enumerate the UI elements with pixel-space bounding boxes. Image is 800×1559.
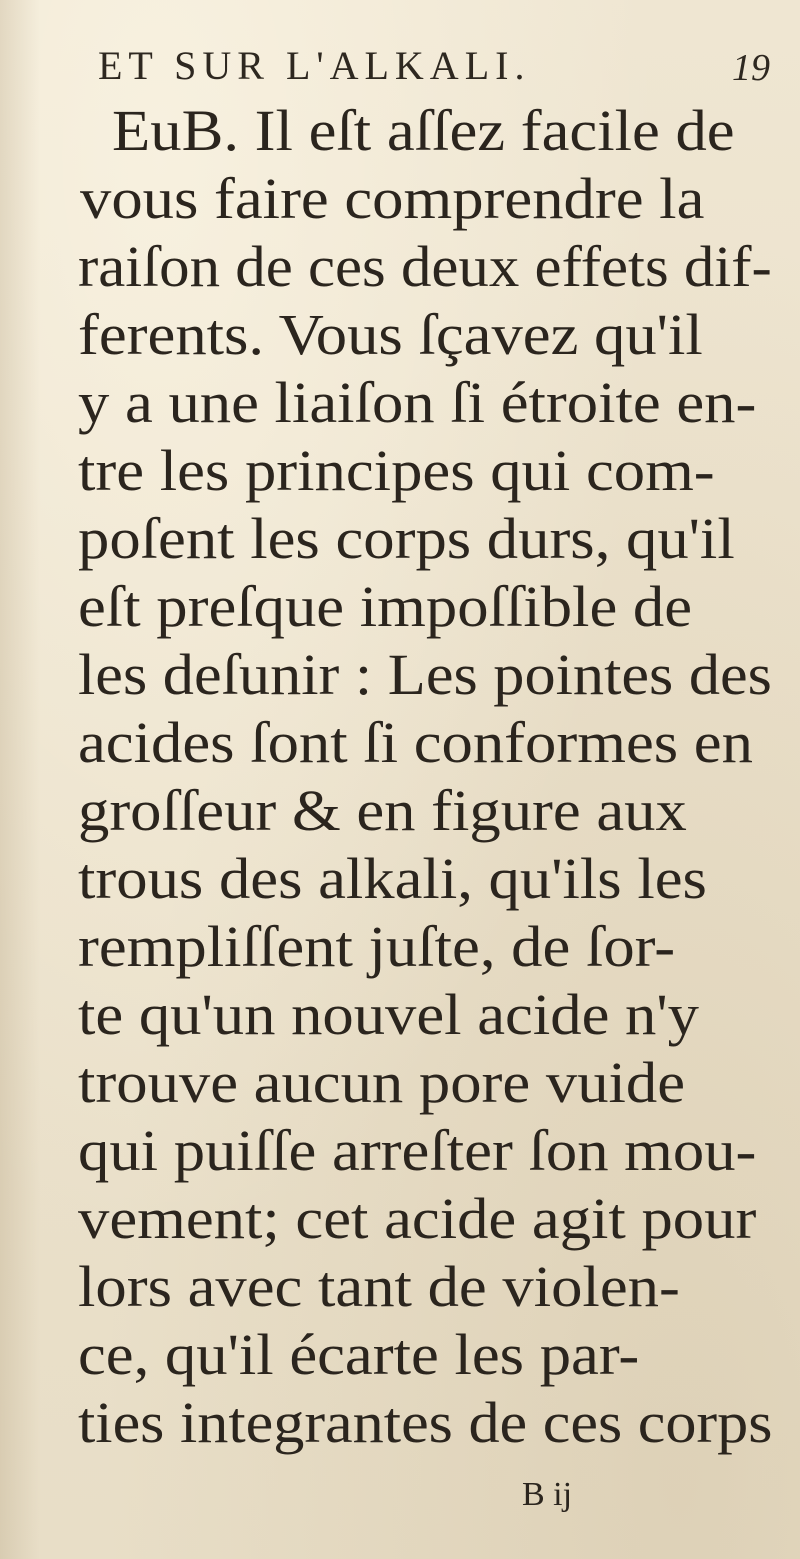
text-line: y a une liaiſon ſi étroite en- [78,370,757,435]
text-line: rempliſſent juſte, de ſor- [78,914,676,979]
text-line: qui puiſſe arreſter ſon mou- [78,1118,757,1183]
text-line: eſt preſque impoſſible de [78,574,693,639]
page-number: 19 [732,47,770,89]
text-line: poſent les corps durs, qu'il [78,506,735,571]
text-line: acides ſont ſi conformes en [78,710,753,775]
signature-mark: B ij [522,1476,573,1513]
text-line: vous faire comprendre la [80,166,705,231]
text-line: raiſon de ces deux effets dif- [78,234,772,299]
text-line: les deſunir : Les pointes des [78,642,772,707]
text-line: ce, qu'il écarte les par- [78,1322,640,1387]
text-line: ferents. Vous ſçavez qu'il [78,302,703,367]
running-head-title: ET SUR L'ALKALI. [98,43,531,88]
text-line: vement; cet acide agit pour [78,1186,757,1251]
text-line: ties integrantes de ces corps [78,1390,773,1455]
text-line: tre les principes qui com- [78,438,715,503]
running-head [0,36,800,96]
text-line: lors avec tant de violen- [78,1254,680,1319]
text-line: trouve aucun pore vuide [78,1050,686,1115]
text-line: EuB. Il eſt aſſez facile de [112,98,735,163]
text-line: te qu'un nouvel acide n'y [78,982,699,1047]
text-line: trous des alkali, qu'ils les [78,846,707,911]
text-line: groſſeur & en figure aux [78,778,687,843]
